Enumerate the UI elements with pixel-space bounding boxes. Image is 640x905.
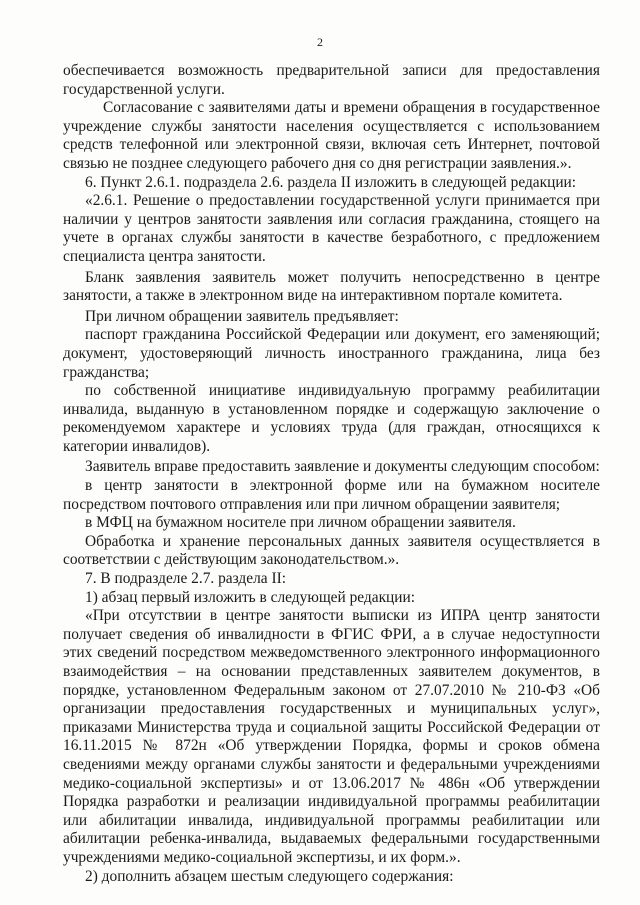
paragraph-item-7: 7. В подразделе 2.7. раздела II: bbox=[85, 570, 286, 588]
paragraph-passport: паспорт гражданина Российской Федерации или документ, его заменяющий; документ, удостоверяющий личность иностранного гражданина, лица без гражданства; bbox=[63, 326, 600, 381]
paragraph-submission-methods: Заявитель вправе предоставить заявление и документы следующим способом: bbox=[85, 458, 600, 476]
paragraph-personal-visit: При личном обращении заявитель предъявляет: bbox=[85, 307, 399, 325]
page-number: 2 bbox=[317, 35, 323, 49]
paragraph-2-6-1: «2.6.1. Решение о предоставлении государственной услуги принимается при наличии у центров занятости заявления или согласия гражданина, стоящего на учете в органах службы занятости в качестве безработного, с предложением специалиста центра занятости. bbox=[63, 192, 600, 265]
paragraph-application-form: Бланк заявления заявитель может получить непосредственно в центре занятости, а также в электронном виде на интерактивном портале комитета. bbox=[63, 268, 600, 305]
paragraph-item-6: 6. Пункт 2.6.1. подраздела 2.6. раздела II изложить в следующей редакции: bbox=[85, 173, 577, 191]
paragraph-approval: Согласование с заявителями даты и времени обращения в государственное учреждение службы занятости населения осуществляется с использованием средств телефонной или электронной связи, включая сеть Интернет, почтовой связью не позднее следующего рабочего дня со дня регистрации заявления.». bbox=[63, 99, 600, 172]
paragraph-rehabilitation-program: по собственной инициативе индивидуальную программу реабилитации инвалида, выданную в установленном порядке и содержащую заключение о рекомендуемом характере и условиях труда (для граждан, относящихся к категории инвалидов). bbox=[63, 382, 600, 455]
paragraph-absence-ipra: «При отсутствии в центре занятости выписки из ИПРА центр занятости получает сведения об инвалидности в ФГИС ФРИ, а в случае недоступности этих сведений посредством межведомственного электронного информационного взаимодействия – на основании представленных заявителем документов, в порядке, установленном Федеральным законом от 27.07.2010 № 210-ФЗ «Об организации предоставления государственных и муниципальных услуг», приказами Министерства труда и социальной защиты Российской Федерации от 16.11.2015 № 872н «Об утверждении Порядка, формы и сроков обмена сведениями между органами службы занятости и федеральными учреждениями медико-социальной экспертизы» и от 13.06.2017 № 486н «Об утверждении Порядка разработки и реализации индивидуальной программы реабилитации или абилитации инвалида, индивидуальной программы реабилитации или абилитации ребенка-инвалида, выдаваемых федеральными государственными учреждениями медико-социальной экспертизы, и их форм.». bbox=[63, 607, 600, 866]
document-body bbox=[63, 62, 600, 886]
paragraph-subitem-2: 2) дополнить абзацем шестым следующего содержания: bbox=[85, 867, 454, 885]
paragraph-subitem-1: 1) абзац первый изложить в следующей редакции: bbox=[85, 588, 416, 606]
paragraph-personal-data: Обработка и хранение персональных данных заявителя осуществляется в соответствии с действующим законодательством.». bbox=[63, 532, 600, 569]
paragraph-employment-center: в центр занятости в электронной форме или на бумажном носителе посредством почтового отправления или при личном обращении заявителя; bbox=[63, 477, 600, 513]
paragraph-mfc: в МФЦ на бумажном носителе при личном обращении заявителя. bbox=[85, 514, 516, 532]
paragraph-continuation: обеспечивается возможность предварительной записи для предоставления государственной услуги. bbox=[63, 62, 600, 98]
